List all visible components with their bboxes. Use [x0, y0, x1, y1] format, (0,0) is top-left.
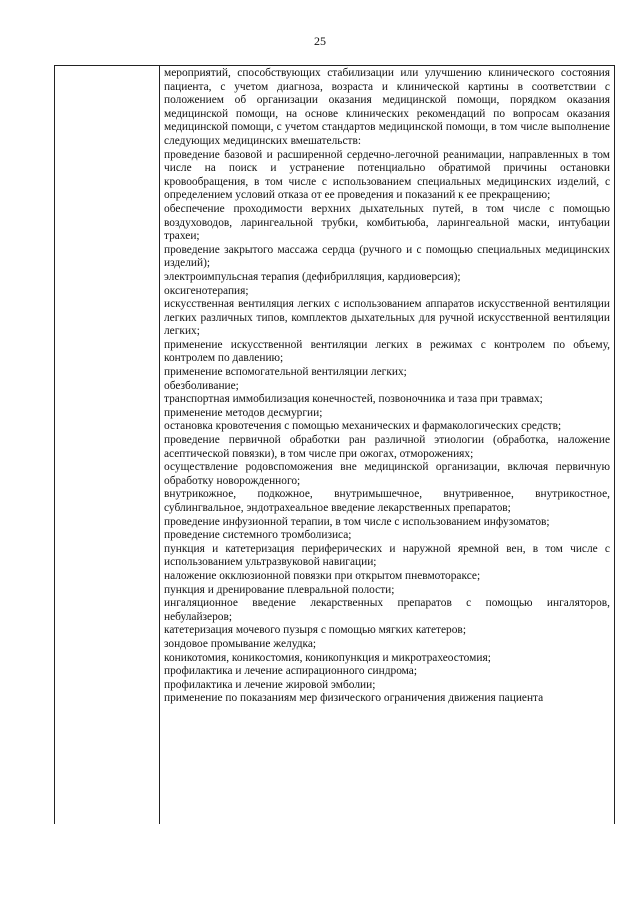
table-paragraph: остановка кровотечения с помощью механических и фармакологических средств;	[164, 420, 562, 433]
table-paragraph: катетеризация мочевого пузыря с помощью мягких катетеров;	[164, 624, 466, 637]
table-paragraph: оксигенотерапия;	[164, 284, 249, 297]
table-paragraph: зондовое промывание желудка;	[164, 637, 317, 650]
table-paragraph: осуществление родовспоможения вне медицинской организации, включая первичную обработку новорожденного;	[164, 461, 610, 487]
page-number: 25	[314, 34, 326, 48]
table-left-cell	[55, 66, 160, 824]
table-paragraph: электроимпульсная терапия (дефибрилляция, кардиоверсия);	[164, 270, 461, 283]
table-paragraph: проведение закрытого массажа сердца (ручного и с помощью специальных медицинских изделий);	[164, 243, 610, 270]
table-paragraph: профилактика и лечение жировой эмболии;	[164, 678, 376, 691]
table-paragraph: проведение базовой и расширенной сердечно-легочной реанимации, направленных в том числе на поиск и устранение потенциально обратимой причины остановки кровообращения, в том числе с использованием специальных медицинских изделий, с определением условий отказа от ее проведения и показаний к ее прекращению;	[164, 148, 610, 202]
table-paragraph: ингаляционное введение лекарственных препаратов с помощью ингаляторов, небулайзеров;	[164, 597, 610, 623]
table-paragraph: коникотомия, коникостомия, коникопункция и микротрахеостомия;	[164, 651, 491, 664]
table-paragraph: применение по показаниям мер физического ограничения движения пациента	[164, 692, 544, 705]
table-paragraph: обеспечение проходимости верхних дыхательных путей, в том числе с помощью воздуховодов, ларингеальной трубки, комбитьюба, ларингеальной маски, интубации трахеи;	[164, 202, 610, 243]
table-paragraph: проведение инфузионной терапии, в том числе с использованием инфузоматов;	[164, 515, 550, 528]
table-paragraph: пункция и дренирование плевральной полости;	[164, 583, 395, 596]
table-paragraph: транспортная иммобилизация конечностей, позвоночника и таза при травмах;	[164, 393, 543, 406]
table-paragraph: применение вспомогательной вентиляции легких;	[164, 366, 407, 379]
table-paragraph: пункция и катетеризация периферических и наружной яремной вен, в том числе с использованием ультразвуковой навигации;	[164, 542, 610, 569]
table-paragraph: проведение первичной обработки ран различной этиологии (обработка, наложение асептической повязки), в том числе при ожогах, отморожениях;	[164, 434, 610, 460]
table-paragraph: наложение окклюзионной повязки при открытом пневмотораксе;	[164, 569, 481, 582]
table-right-cell	[160, 66, 614, 824]
table-paragraph: проведение системного тромболизиса;	[164, 529, 352, 542]
table-paragraph: применение методов десмургии;	[164, 406, 323, 419]
table-paragraph: искусственная вентиляция легких с использованием аппаратов искусственной вентиляции легких различных типов, комплектов дыхательных для ручной искусственной вентиляции легких;	[164, 298, 610, 338]
requirements-table	[54, 65, 615, 824]
table-paragraph: обезболивание;	[164, 379, 239, 392]
table-paragraph: мероприятий, способствующих стабилизации или улучшению клинического состояния пациента, с учетом диагноза, возраста и клинической картины в соответствии с положением об организации оказания медицинской помощи, порядком оказания медицинской помощи, на основе клинических рекомендаций по вопросам оказания медицинской помощи, с учетом стандартов медицинской помощи, в том числе выполнение следующих медицинских вмешательств:	[164, 67, 610, 147]
table-paragraph: профилактика и лечение аспирационного синдрома;	[164, 665, 418, 678]
table-paragraph: применение искусственной вентиляции легких в режимах с контролем по объему, контролем по давлению;	[164, 338, 610, 365]
table-paragraph: внутрикожное, подкожное, внутримышечное, внутривенное, внутрикостное, сублингвальное, эндотрахеальное введение лекарственных препаратов;	[164, 488, 610, 514]
